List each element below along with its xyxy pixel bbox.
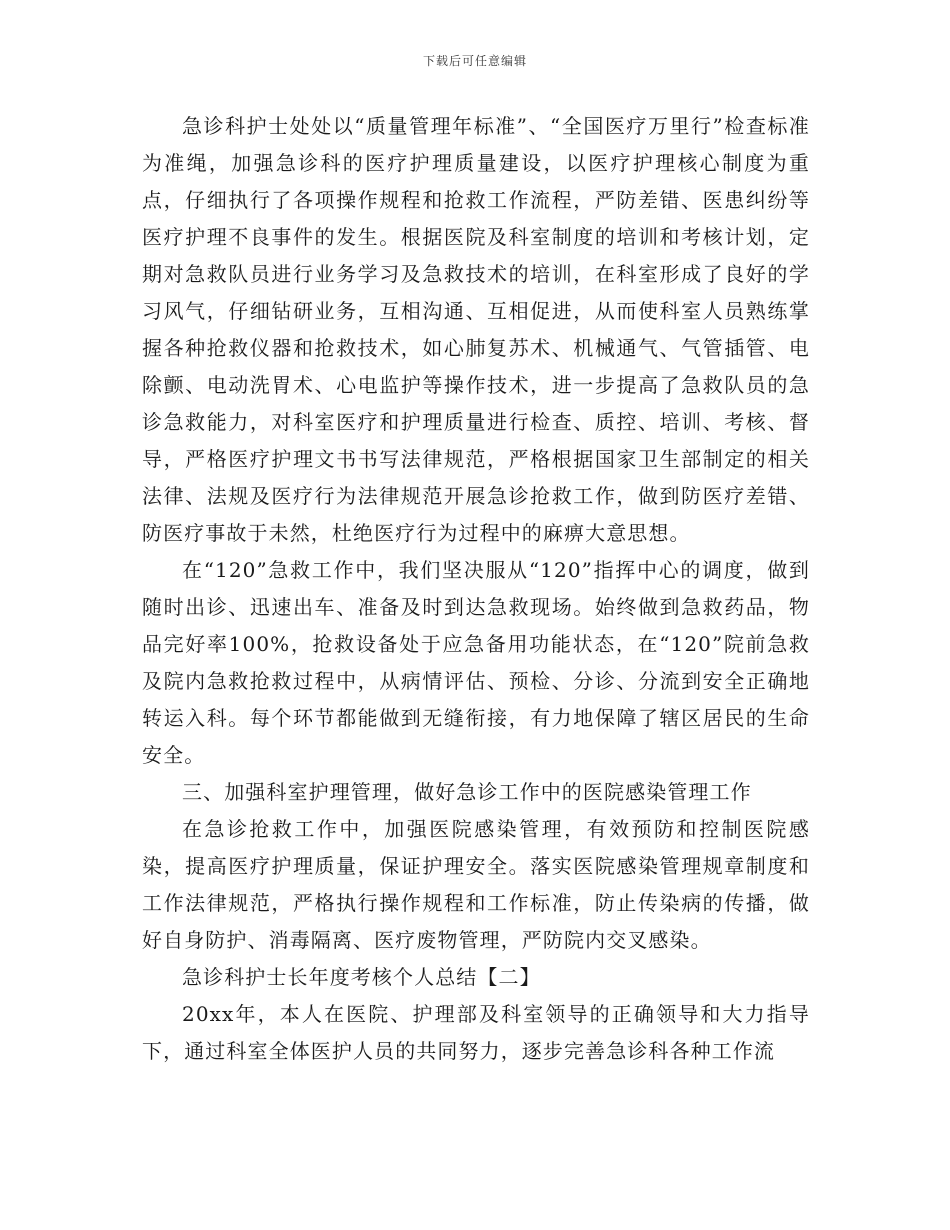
document-body xyxy=(142,108,810,1070)
section-heading-summary-two: 急诊科护士长年度考核个人总结【二】 xyxy=(182,965,541,989)
paragraph-120-emergency: 在“120”急救工作中，我们坚决服从“120”指挥中心的调度，做到随时出诊、迅速出车、准备及时到达急救现场。始终做到急救药品，物品完好率100%，抢救设备处于应急备用功能状态，在“120”院前急救及院内急救抢救过程中，从病情评估、预检、分诊、分流到安全正确地转运入科。每个环节都能做到无缝衔接，有力地保障了辖区居民的生命安全。 xyxy=(142,558,810,767)
paragraph-infection-control: 在急诊抢救工作中，加强医院感染管理，有效预防和控制医院感染，提高医疗护理质量，保证护理安全。落实医院感染管理规章制度和工作法律规范，严格执行操作规程和工作标准，防止传染病的传播，做好自身防护、消毒隔离、医疗废物管理，严防院内交叉感染。 xyxy=(142,817,810,952)
paragraph-quality-management: 急诊科护士处处以“质量管理年标准”、“全国医疗万里行”检查标准为准绳，加强急诊科的医疗护理质量建设，以医疗护理核心制度为重点，仔细执行了各项操作规程和抢救工作流程，严防差错、医患纠纷等医疗护理不良事件的发生。根据医院及科室制度的培训和考核计划，定期对急救队员进行业务学习及急救技术的培训，在科室形成了良好的学习风气，仔细钻研业务，互相沟通、互相促进，从而使科室人员熟练掌握各种抢救仪器和抢救技术，如心肺复苏术、机械通气、气管插管、电除颤、电动洗胃术、心电监护等操作技术，进一步提高了急救队员的急诊急救能力，对科室医疗和护理质量进行检查、质控、培训、考核、督导，严格医疗护理文书书写法律规范，严格根据国家卫生部制定的相关法律、法规及医疗行为法律规范开展急诊抢救工作，做到防医疗差错、防医疗事故于未然，杜绝医疗行为过程中的麻痹大意思想。 xyxy=(142,114,810,545)
paragraph-annual-summary: 20xx年，本人在医院、护理部及科室领导的正确领导和大力指导下，通过科室全体医护人员的共同努力，逐步完善急诊科各种工作流 xyxy=(142,1002,810,1063)
page-header: 下载后可任意编辑 xyxy=(422,54,527,68)
section-heading-infection-control: 三、加强科室护理管理，做好急诊工作中的医院感染管理工作 xyxy=(182,780,752,804)
